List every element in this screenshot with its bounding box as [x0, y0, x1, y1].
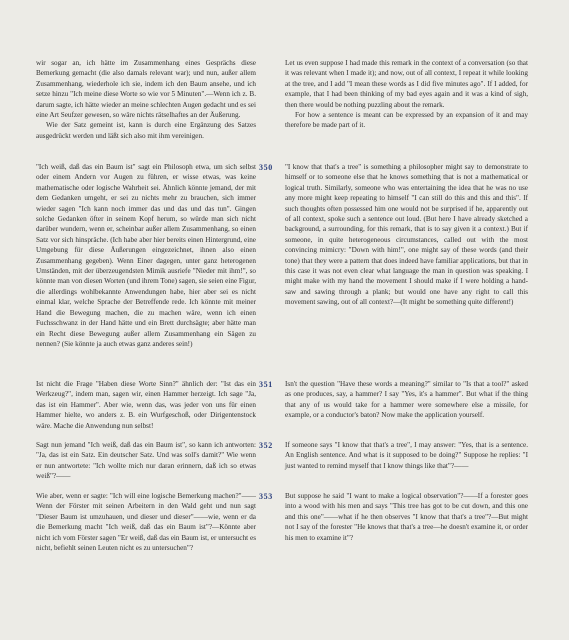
english-paragraph: If someone says "I know that that's a tree", I may answer: "Yes, that is a sentence. An English sentence. And what is it supposed to be doing?" Suppose he replies: "I just wanted to remind myself that I know things like that"?—— — [285, 441, 528, 470]
section-number-353: 353 — [259, 492, 273, 501]
german-section-352 — [36, 440, 256, 482]
german-text-continuation — [36, 58, 256, 141]
english-paragraph: But suppose he said "I want to make a logical observation"?——If a forester goes into a wood with his men and says "This tree has got to be cut down, and this one and this one"——what if he then observes "I know that that's a tree"?—But might not I say of the forester "He knows that that's a tree—he doesn't examine it, or order his men to examine it"? — [285, 492, 528, 542]
section-number-350: 350 — [259, 163, 273, 172]
english-section-351 — [285, 379, 528, 421]
german-paragraph: Sagt nun jemand "Ich weiß, daß das ein Baum ist", so kann ich antworten: "Ja, das ist ein Satz. Ein deutscher Satz. Und was soll's damit?" Wie wenn er nun antwortete: "Ich wollte mich nur daran erinnern, daß ich so etwas weiß"?—— — [36, 441, 256, 481]
german-paragraph: Wie der Satz gemeint ist, kann is durch eine Ergänzung des Satzes ausgedrückt werden und läßt sich also mit ihm vereinigen. — [36, 121, 256, 140]
english-section-352 — [285, 440, 528, 471]
section-number-352: 352 — [259, 441, 273, 450]
german-section-350 — [36, 162, 256, 349]
german-section-351 — [36, 379, 256, 431]
german-paragraph: Wie aber, wenn er sagte: "Ich will eine logische Bemerkung machen?"——Wenn der Förster mit seinen Arbeitern in den Wald geht und nun sagt "Dieser Baum ist umzuhauen, und dieser und dieser"——wie, wenn er da die Bemerkung macht "Ich weiß, daß das ein Baum ist"?—Könnte aber nicht ich vom Förster sagen "Er weiß, daß das ein Baum ist, er untersucht es nicht, befiehlt seinen Leuten nicht es zu untersuchen"? — [36, 492, 256, 553]
german-paragraph: wir sogar an, ich hätte im Zusammenhang eines Gesprächs diese Bemerkung gemacht (die also damals relevant war); und nun, außer allem Zusammenhang, wiederhole ich sie, indem ich den Baum ansehe, und ich setze hinzu "Ich meine diese Worte so wie vor 5 Minuten".—Wenn ich z. B. darum sagte, ich hätte wieder an meine schlechten Augen gedacht und es sei eine Art Seufzer gewesen, so wäre nichts rätselhaftes an der Äußerung. — [36, 59, 256, 120]
german-section-353 — [36, 491, 256, 553]
section-number-351: 351 — [259, 380, 273, 389]
english-section-353 — [285, 491, 528, 543]
english-paragraph: For how a sentence is meant can be expressed by an expansion of it and may therefore be made part of it. — [285, 111, 528, 130]
english-paragraph: Let us even suppose I had made this remark in the context of a conversation (so that it was relevant when I made it); and now, out of all context, I repeat it while looking at the tree, and I add "I mean these words as I did five minutes ago". If I added, for example, that I had been thinking of my bad eyes again and it was a kind of sigh, then there would be nothing puzzling about the remark. — [285, 59, 528, 109]
english-section-350 — [285, 162, 528, 308]
english-paragraph: Isn't the question "Have these words a meaning?" similar to "Is that a tool?" asked as one produces, say, a hammer? I say "Yes, it's a hammer". But what if the thing that any of us would take for a hammer were somewhere else a missile, for example, or a conductor's baton? Now make the application yourself. — [285, 380, 528, 420]
german-paragraph: "Ich weiß, daß das ein Baum ist" sagt ein Philosoph etwa, um sich selbst oder einem Andern vor Augen zu führen, er wisse etwas, was keine mathematische oder logische Wahrheit sei. Ähnlich könnte jemand, der mit dem Gedanken umgeht, er sei zu nichts mehr zu brauchen, sich immer wieder sagen "Ich kann noch immer das und das und das tun". Gingen solche Gedanken öfter in seinem Kopf herum, so würde man sich nicht darüber wundern, wenn er, scheinbar außer allem Zusammenhang, so einen Satz vor sich hinspräche. (Ich habe aber hier bereits einen Hintergrund, eine Umgebung für diese Äußerungen eingezeichnet, ihnen also einen Zusammenhang gegeben). Wenn Einer dagegen, unter ganz heterogenen Umständen, mit der überzeugendsten Mimik ausriefe "Nieder mit ihm!", so könnte man von diesen Worten (und ihrem Tone) sagen, sie seien eine Figur, die allerdings wohlbekannte Anwendungen habe, hier aber sei es nicht einmal klar, welche Sprache der Betreffende rede. Ich könnte mit meiner Hand die Bewegung machen, die zu machen wäre, wenn ich einen Fuchsschwanz in der Hand hätte und ein Brett durchsägte; aber hätte man ein Recht diese Bewegung außer allem Zusammenhang ein Sägen zu nennen? (Sie könnte ja auch etwas ganz anderes sein!) — [36, 163, 256, 348]
german-paragraph: Ist nicht die Frage "Haben diese Worte Sinn?" ähnlich der: "Ist das ein Werkzeug?", indem man, sagen wir, einen Hammer herzeigt. Ich sage "Ja, das ist ein Hammer". Aber wie, wenn das, was jeder von uns für einen Hammer hielte, wo anders z. B. ein Wurfgeschoß, oder Dirigentenstock wäre. Mache die Anwendung nun selbst! — [36, 380, 256, 430]
english-paragraph: "I know that that's a tree" is something a philosopher might say to demonstrate to himself or to someone else that he knows something that is not a mathematical or logical truth. Similarly, someone who was entertaining the idea that he was no use any more might keep repeating to himself "I can still do this and this and this". If such thoughts often possessed him one would not be surprised if he, apparently out of all context, spoke such a sentence out loud. (But here I have already sketched a background, a surrounding, for this remark, that is to say given it a context.) But if someone, in quite heterogeneous circumstances, called out with the most convincing mimicry: "Down with him!", one might say of these words (and their tone) that they were a pattern that does indeed have familiar applications, but that in this case it was not even clear what language the man in question was speaking. I might make with my hand the movement I should make if I were holding a hand-saw and sawing through a plank; but would one have any right to call this movement sawing, out of all context?—(It might be something quite different!) — [285, 163, 528, 307]
english-text-continuation — [285, 58, 528, 131]
